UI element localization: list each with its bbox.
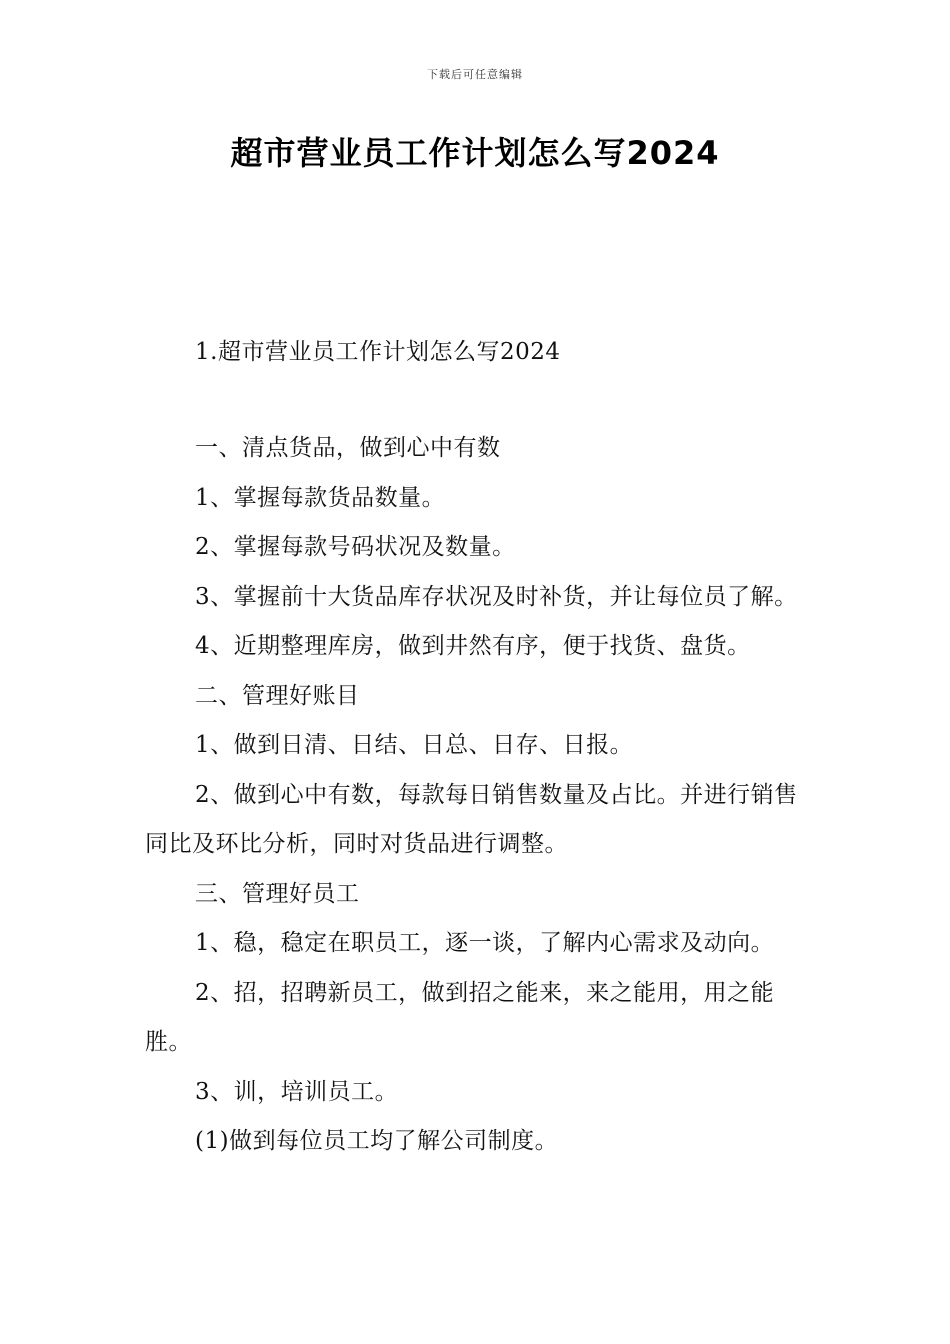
paragraph: 2、掌握每款号码状况及数量。 (195, 534, 516, 560)
paragraph: 1、稳，稳定在职员工，逐一谈，了解内心需求及动向。 (195, 930, 775, 956)
paragraph: 1、掌握每款货品数量。 (195, 484, 446, 511)
document-body (145, 424, 810, 1167)
paragraph: 4、近期整理库房，做到井然有序，便于找货、盘货。 (195, 633, 751, 659)
document-title: 超市营业员工作计划怎么写2024 (230, 134, 720, 172)
paragraph: (1)做到每位员工均了解公司制度。 (195, 1128, 559, 1154)
paragraph: 三、管理好员工 (195, 880, 360, 907)
paragraph: 3、掌握前十大货品库存状况及时补货，并让每位员了解。 (195, 583, 798, 610)
paragraph: 2、做到心中有数，每款每日销售数量及占比。并进行销售同比及环比分析，同时对货品进行调整。 (145, 781, 798, 857)
paragraph: 3、训，培训员工。 (195, 1078, 399, 1105)
paragraph: 2、招，招聘新员工，做到招之能来，来之能用，用之能胜。 (145, 979, 775, 1055)
paragraph: 二、管理好账目 (195, 682, 360, 709)
header-note: 下载后可任意编辑 (427, 68, 523, 81)
section-heading-block (145, 328, 810, 378)
paragraph: 一、清点货品，做到心中有数 (195, 435, 501, 461)
section-heading: 1.超市营业员工作计划怎么写2024 (195, 339, 561, 365)
paragraph: 1、做到日清、日结、日总、日存、日报。 (195, 732, 634, 758)
